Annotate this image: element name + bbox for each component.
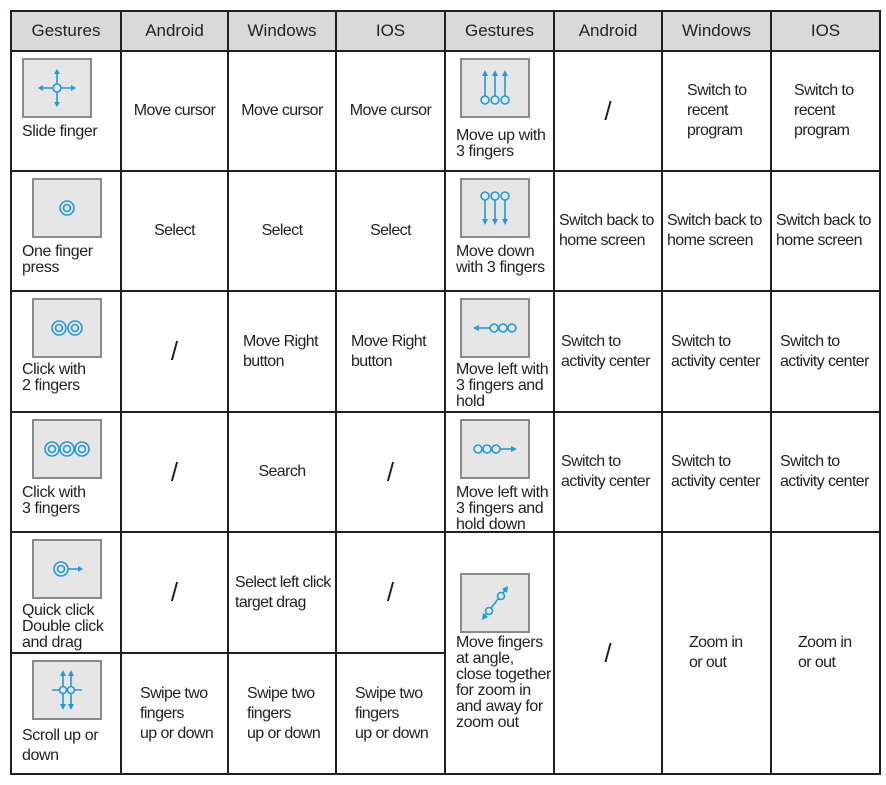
gesture-cell xyxy=(445,412,554,532)
cell-line: activity center xyxy=(561,473,650,490)
windows-cell xyxy=(662,171,771,291)
android-cell: / xyxy=(554,532,662,774)
header-gestures-right: Gestures xyxy=(445,11,554,51)
three-finger-down-icon xyxy=(460,178,530,238)
cell-line: Switch back to xyxy=(667,212,762,229)
cell-line: Switch back to xyxy=(559,212,654,229)
cell-line: fingers xyxy=(140,704,184,722)
table-row xyxy=(11,412,880,532)
cell-line: up or down xyxy=(355,724,429,742)
cell-line: Switch to xyxy=(687,82,747,99)
header-ios-left: IOS xyxy=(336,11,445,51)
cell-line: or out xyxy=(689,654,727,671)
gesture-table xyxy=(10,10,881,775)
scroll-icon xyxy=(32,660,102,720)
cell-line: activity center xyxy=(780,352,869,370)
three-finger-click-icon xyxy=(32,419,102,479)
gesture-label-line: zoom out xyxy=(456,714,519,731)
gesture-label-line: Move down xyxy=(456,243,535,260)
gesture-cell xyxy=(11,412,121,532)
cell-line: home screen xyxy=(776,232,862,249)
cell-line: Switch to xyxy=(671,332,731,350)
cell-line: Switch to xyxy=(794,82,854,99)
cell-line: Move Right xyxy=(351,332,426,350)
gesture-label xyxy=(22,362,86,394)
gesture-label xyxy=(456,362,548,410)
cell-line: Switch to xyxy=(780,332,840,350)
cell-line: Switch to xyxy=(561,332,621,350)
cell-line: program xyxy=(794,122,850,139)
cell-line: Switch back to xyxy=(776,212,871,229)
android-cell: / xyxy=(121,412,228,532)
gesture-cell xyxy=(445,291,554,412)
gesture-label-line: 3 fingers xyxy=(22,500,80,517)
gesture-cell xyxy=(11,291,121,412)
gesture-label-line: press xyxy=(22,259,60,276)
cell-line: Switch to xyxy=(671,453,731,470)
gesture-label-line: close together xyxy=(456,666,551,683)
cell-line: Zoom in xyxy=(798,634,852,651)
gesture-label-line: Click with xyxy=(22,361,86,378)
cell-line: or out xyxy=(798,654,836,671)
android-cell: / xyxy=(121,532,228,653)
windows-cell: Search xyxy=(228,412,336,532)
gesture-label-line: Move up with xyxy=(456,127,546,144)
cell-line: fingers xyxy=(247,704,291,722)
cell-line: Swipe two xyxy=(140,684,208,702)
gesture-label-line: Move left with xyxy=(456,484,549,501)
android-cell xyxy=(554,171,662,291)
cell-line: Zoom in xyxy=(689,634,743,651)
gesture-cell xyxy=(445,532,554,774)
cell-line: activity center xyxy=(671,352,760,370)
windows-cell xyxy=(662,291,771,412)
ios-cell xyxy=(771,291,880,412)
gesture-label-line: 3 fingers xyxy=(456,143,514,160)
android-cell: Select xyxy=(121,171,228,291)
gesture-label-line: for zoom in xyxy=(456,682,531,699)
windows-cell: Select xyxy=(228,171,336,291)
windows-cell xyxy=(662,51,771,171)
cell-line: Switch to xyxy=(561,453,621,470)
gesture-cell xyxy=(11,653,121,774)
android-cell: / xyxy=(121,291,228,412)
cell-line: Swipe two xyxy=(355,684,423,702)
header-ios-right: IOS xyxy=(771,11,880,51)
gesture-cell xyxy=(11,171,121,291)
gesture-label-line: Double click xyxy=(22,618,104,635)
gesture-label-line: 3 fingers and xyxy=(456,377,544,394)
cell-line: home screen xyxy=(667,232,753,249)
gesture-label-line: Move fingers xyxy=(456,634,543,651)
cell-line: activity center xyxy=(780,473,869,490)
gesture-label-line: at angle, xyxy=(456,650,514,667)
gesture-label xyxy=(456,244,545,276)
slide-finger-icon xyxy=(22,58,92,118)
gesture-cell xyxy=(11,51,121,171)
ios-cell xyxy=(336,291,445,412)
gesture-label-line: down xyxy=(22,747,59,764)
windows-cell xyxy=(662,412,771,532)
click-drag-icon xyxy=(32,539,102,599)
gesture-label xyxy=(456,128,545,160)
cell-line: Switch to xyxy=(780,453,840,470)
table-row xyxy=(11,291,880,412)
cell-line: recent xyxy=(687,102,728,119)
gesture-label xyxy=(456,635,551,731)
cell-line: activity center xyxy=(561,352,650,370)
gesture-label xyxy=(22,726,98,766)
windows-cell xyxy=(662,532,771,774)
header-gestures-left: Gestures xyxy=(11,11,121,51)
cell-line: Swipe two xyxy=(247,684,315,702)
gesture-label-line: hold xyxy=(456,393,485,410)
cell-line: Select left click xyxy=(235,573,331,591)
ios-cell xyxy=(336,653,445,774)
windows-cell xyxy=(228,291,336,412)
gesture-label xyxy=(22,244,93,276)
gesture-label-line: with 3 fingers xyxy=(456,259,545,276)
ios-cell xyxy=(771,51,880,171)
gesture-cell xyxy=(11,532,121,653)
three-finger-right-icon xyxy=(460,419,530,479)
ios-cell: / xyxy=(336,412,445,532)
gesture-label-line: hold down xyxy=(456,516,526,533)
gesture-label-line: and drag xyxy=(22,634,82,651)
cell-line: Move Right xyxy=(243,332,318,350)
three-finger-left-icon xyxy=(460,298,530,358)
gesture-label xyxy=(456,485,548,533)
gesture-label-line: and away for xyxy=(456,698,543,715)
ios-cell: / xyxy=(336,532,445,653)
header-row xyxy=(11,11,880,51)
header-android-right: Android xyxy=(554,11,662,51)
header-windows-right: Windows xyxy=(662,11,771,51)
gesture-cell xyxy=(445,51,554,171)
cell-line: fingers xyxy=(355,704,399,722)
header-windows-left: Windows xyxy=(228,11,336,51)
gesture-label-line: Quick click xyxy=(22,602,95,619)
table-row xyxy=(11,532,880,653)
gesture-label-line: 2 fingers xyxy=(22,377,80,394)
android-cell xyxy=(554,412,662,532)
gesture-label-line: Scroll up or xyxy=(22,727,99,744)
ios-cell: Select xyxy=(336,171,445,291)
cell-line: recent xyxy=(794,102,835,119)
gesture-label-line: Move left with xyxy=(456,361,549,378)
cell-line: button xyxy=(351,352,392,370)
gesture-label-line: Click with xyxy=(22,484,86,501)
two-finger-click-icon xyxy=(32,298,102,358)
pinch-zoom-icon xyxy=(460,573,530,633)
ios-cell xyxy=(771,412,880,532)
android-cell: / xyxy=(554,51,662,171)
windows-cell xyxy=(228,653,336,774)
gesture-label xyxy=(22,485,86,517)
table-row xyxy=(11,51,880,171)
cell-line: home screen xyxy=(559,232,645,249)
android-cell xyxy=(121,653,228,774)
gesture-label-line: 3 fingers and xyxy=(456,500,544,517)
android-cell xyxy=(554,291,662,412)
windows-cell xyxy=(228,532,336,653)
cell-line: button xyxy=(243,352,284,370)
gesture-label: Slide finger xyxy=(22,123,98,140)
gesture-cell xyxy=(445,171,554,291)
cell-line: program xyxy=(687,122,743,139)
header-android-left: Android xyxy=(121,11,228,51)
three-finger-up-icon xyxy=(460,58,530,118)
cell-line: up or down xyxy=(247,724,321,742)
gesture-label xyxy=(22,603,103,651)
ios-cell xyxy=(771,171,880,291)
windows-cell: Move cursor xyxy=(228,51,336,171)
android-cell: Move cursor xyxy=(121,51,228,171)
cell-line: target drag xyxy=(235,593,306,611)
cell-line: activity center xyxy=(671,473,760,490)
cell-line: up or down xyxy=(140,724,214,742)
table-row xyxy=(11,171,880,291)
gesture-label-line: One finger xyxy=(22,243,93,260)
ios-cell xyxy=(771,532,880,774)
ios-cell: Move cursor xyxy=(336,51,445,171)
one-finger-press-icon xyxy=(32,178,102,238)
